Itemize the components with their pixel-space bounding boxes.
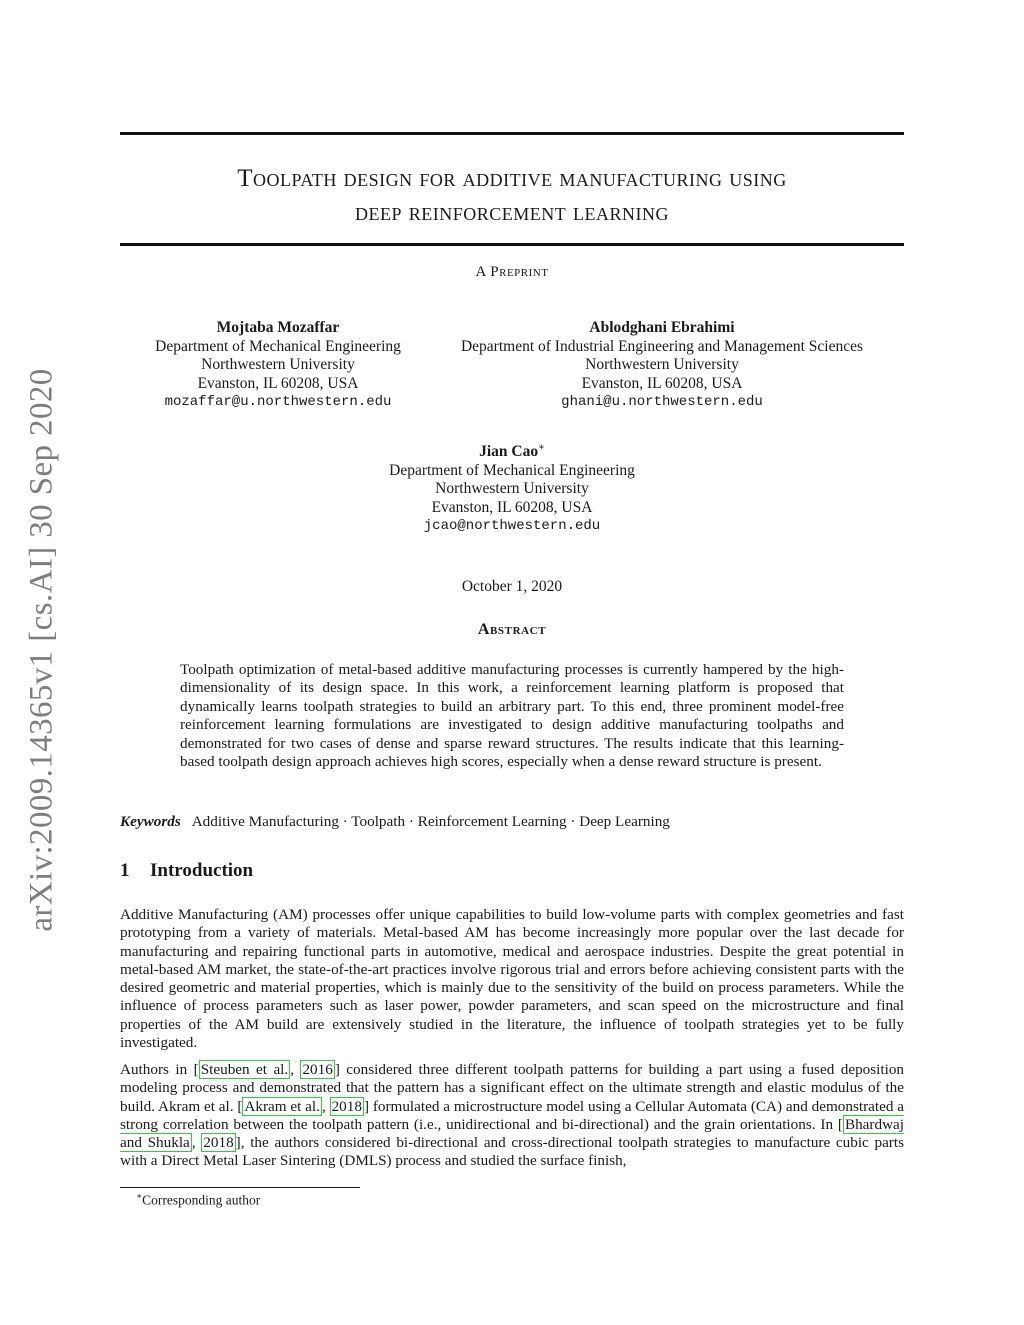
title-line-2: deep reinforcement learning [355,199,669,226]
keywords-list: Additive Manufacturing · Toolpath · Reinforcement Learning · Deep Learning [191,813,670,830]
section-title: Introduction [150,860,254,881]
author-email[interactable]: jcao@northwestern.edu [423,518,601,535]
author-department: Department of Mechanical Engineering [389,461,635,479]
author-email[interactable]: ghani@u.northwestern.edu [561,394,763,410]
author-name: Jian Cao∗ [479,442,545,461]
citation-link[interactable]: 2016 [302,1061,333,1078]
abstract-heading: Abstract [477,621,547,638]
section-heading-introduction [120,860,253,882]
title-bottom-rule [120,243,904,246]
footnote-text: Corresponding author [142,1192,261,1208]
author-address: Evanston, IL 60208, USA [197,374,359,392]
section-number: 1 [120,860,130,881]
corresponding-author-mark: ∗ [538,442,545,453]
abstract-text: Toolpath optimization of metal-based additive manufacturing processes is currently hampered by the high-dimensionality of its design space. In this work, a reinforcement learning platform is proposed that dynamically learns toolpath strategies to build an arbitrary part. To this end, three prominent model-free reinforcement learning formulations are investigated to design additive manufacturing toolpaths and demonstrated for two cases of dense and sparse reward structures. The results indicate that this learning-based toolpath design approach achieves high scores, especially when a dense reward structure is present. [180,661,844,771]
author-name: Mojtaba Mozaffar [216,319,340,336]
citation-link[interactable]: 2018 [203,1134,234,1152]
citation-link[interactable]: Bhardwaj and Shukla [120,1115,904,1152]
author-block-3 [312,439,712,536]
keywords-label: Keywords [120,813,181,830]
citation-link[interactable]: 2018 [331,1097,362,1115]
footnote-rule [120,1187,360,1188]
author-university: Northwestern University [585,356,739,373]
author-email[interactable]: mozaffar@u.northwestern.edu [164,394,392,410]
footnote [136,1191,260,1209]
author-address: Evanston, IL 60208, USA [431,498,593,516]
citation-link[interactable]: Akram et al. [244,1097,320,1115]
author-department: Department of Mechanical Engineering [155,337,401,355]
title-top-rule [120,132,904,135]
author-block-2 [440,319,884,412]
author-university: Northwestern University [201,356,355,373]
keywords-line [120,813,670,831]
author-block-1 [128,319,428,412]
author-department: Department of Industrial Engineering and Management Sciences [460,337,863,355]
intro-paragraph-1: Additive Manufacturing (AM) processes offer unique capabilities to build low-volume parts with complex geometries and fast prototyping from a variety of materials. Metal-based AM has become increasingly more popular over the last decade for manufacturing and repairing functional parts in automotive, medical and aerospace industries. Despite the great potential in metal-based AM market, the state-of-the-art practices involve rigorous trial and errors before achieving consistent parts with the desired geometric and material properties, which is mainly due to the sensitivity of the build on process parameters. While the influence of process parameters such as laser power, powder parameters, and scan speed on the microstructure and final properties of the AM build are extensively studied in the literature, the influence of toolpath strategies yet to be fully investigated. [120,906,904,1052]
publication-date: October 1, 2020 [461,578,563,595]
footnote-mark: ∗ [136,1191,143,1201]
title-line-1: Toolpath design for additive manufacturing using [237,165,787,192]
citation-link[interactable]: Steuben et al. [200,1061,289,1078]
preprint-label: A Preprint [475,264,549,280]
author-university: Northwestern University [435,480,589,498]
author-name: Ablodghani Ebrahimi [589,319,735,336]
author-address: Evanston, IL 60208, USA [581,374,743,392]
arxiv-identifier: arXiv:2009.14365v1 [cs.AI] 30 Sep 2020 [23,368,60,932]
paper-title [120,162,904,230]
intro-paragraph-2: Authors in [ Steuben et al. , 2016 ] considered three different toolpath patterns for building a part using a fused deposition modeling process and demonstrated that the pattern has a significant effect on the ultimate strength and elastic modulus of the build. Akram et al. [ Akram et al. , 2018 ] formulated a microstructure model using a Cellular Automata (CA) and demonstrated a strong correlation between the toolpath pattern (i.e., unidirectional and bi-directional) and the grain orientations. In [ Bhardwaj and Shukla , 2018 ], the authors considered bi-directional and cross-directional toolpath strategies to manufacture cubic parts with a Direct Metal Laser Sintering (DMLS) process and studied the surface finish, [120,1061,905,1170]
